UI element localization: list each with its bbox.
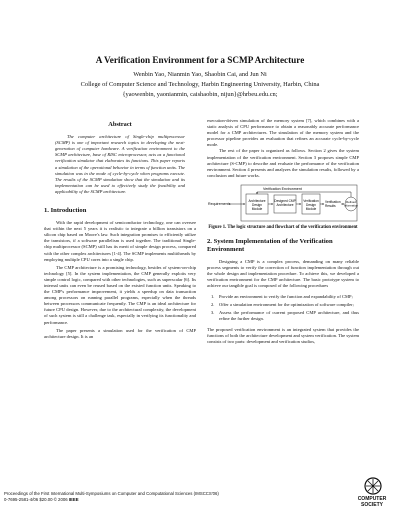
intro-paragraph: The paper presents a simulation used for the verification of CMP architecture design. It is an [44,327,196,339]
left-column [44,122,196,342]
isbn-line: 0-7695-2581-4/06 $20.00 © 2006 [4,497,68,502]
affiliation: College of Computer Science and Technology, Harbin Engineering University, Harbin, China [80,81,320,88]
abstract-text: The computer architecture of Single-chip multiprocessor (SCMP) is one of important research topics in developing the next-generation of computer hardware. A verification environment to the SCMP architecture, base of RISC microprocessor, acts as a functional verification simulator that elaborates its functions. This paper reports a simulation of the operational behavior in terms of function units. The simulation was in the mode of cycle-by-cycle when programs execute. The results of the SCMP simulation show that the simulation and its implementation can be used to effectively study the feasibility and applicability of the SCMP architecture. [55,134,185,194]
proceedings-line: Proceedings of the First International Multi-Symposiums on Computer and Computational Sciences (IMSCCS'06) [4,491,219,496]
abstract-heading: Abstract [108,121,132,128]
flowchart-diagram [207,182,359,222]
section-heading-introduction: 1. Introduction [44,207,87,215]
figure-top-label: Verification Environment [263,186,302,191]
author-list: Wenbin Yao, Nianmin Yao, Shaobin Cai, and Jun Ni [133,71,267,78]
author-emails: {yaowenbin, yaonianmin, caishaobin, nijun}@hrbeu.edu.cn; [122,91,278,98]
box-requirements: Requirements [208,201,231,206]
computer-society-label: COMPUTER SOCIETY [357,496,387,508]
right-column [207,118,359,345]
intro-paragraph: The CMP architecture is a promising technology, besides of system-on-chip technology [5]. In the system implementation, the CMP generally exploits very simple control logic, compared with other technologies, such as superscalar [6]. Its internal units can even be reused based on the existed function units. Speaking to the CMP's performance improvement, it yields a speedup on data transaction among processors on running parallel programs, especially when the threads between processors communicate frequently. The CMP is an ideal architecture for future CPU design. However, due to the architectural complexity, the development of such system is still a challenge task, especially in verifying its functionality and performance. [44,264,196,325]
section-heading-system-implementation: 2. System Implementation of the Verification Environment [207,237,333,253]
svg-text:ArchitectureDesignModule: Architecture Design Module [248,198,266,211]
svg-text:Designed CMPArchitecture: Designed CMP Architecture [274,198,296,207]
ieee-mark: IEEE [68,497,79,502]
figure-1 [207,182,359,222]
system-implementation-paragraph: Designing a CMP is a complex process, demanding on many reliable process segments to verify the correction of function implementation through out the whole design and implementation procedure. To achieve this, we developed a verification environment for the CMP architecture. The basic prototype system to achieve our tangible goal is composed of the following procedures [207,258,359,289]
paper-title: A Verification Environment for a SCMP Architecture [95,55,305,65]
procedure-list [207,294,359,321]
list-item: 3. Assess the performance of current proposed CMP architecture, and thus refine the further design. [211,309,359,321]
organization-paragraph: The rest of the paper is organized as follows. Section 2 gives the system implementation of the verification environment. Section 3 proposes simple CMP architecture (S-CMP) to describe and evaluate the performance of the verification environment. Section 4 presents and analyzes the simulation results, followed by a conclusion and future works. [207,148,359,178]
intro-continuation: execution-driven simulation of the memory system [7], which combines with a static analysis of CPU performance to obtain a reasonably accurate performance model for a CMP architectures. The simulation of the memory system and the processor pipeline provides an evaluation that refines an accurate cycle-by-cycle mode. [207,118,359,148]
svg-text:VerificationDesignModule: Verification Design Module [303,198,319,211]
list-item: 2. Offer a simulation environment for the optimization of software compiler; [211,302,354,307]
system-implementation-closing: The proposed verification environment is an integrated system that provides the functions of both the architecture development and system verification. The system consists of two parts: development and verification studios, [207,326,359,344]
svg-text:RefinedInformation: Refined Information [344,199,358,208]
figure-caption: Figure 1. The logic structure and flowchart of the verification environment [208,224,358,230]
svg-text:VerificationResults: Verification Results [325,199,341,208]
intro-paragraph: With the rapid development of semiconductor technology, one can oversee that within the next 5 years it is realistic to integrate a billion transistors on a silicon chip based on Moore's law. Such integration promises to efficiently utilize the transistors, if a software parallelism is used together. The traditional Single-chip multiprocessor (SCMP) still has its merit of simple design process, compared with the other complex architectures [1-4]. The SCMP implements multithreads by employing multiple CPU cores into a single chip. [44,220,196,262]
list-item: 1. Provide an environment to verify the function and expandability of CMP; [211,294,353,300]
page-footer [4,491,219,503]
